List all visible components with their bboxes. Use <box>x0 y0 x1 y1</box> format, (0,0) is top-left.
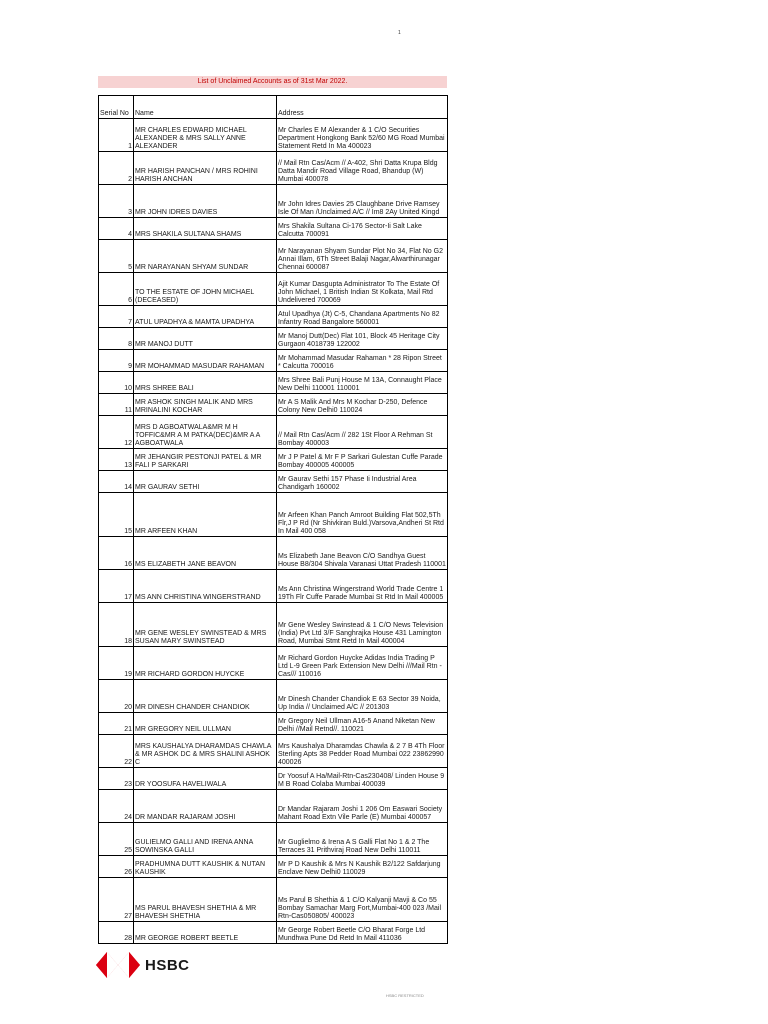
serial-cell: 13 <box>99 449 134 471</box>
table-row <box>99 878 448 922</box>
serial-cell: 2 <box>99 152 134 185</box>
address-cell: Ms Parul B Shethia & 1 C/O Kalyanji Mavji & Co 55 Bombay Samachar Marg Fort,Mumbai-400 023 /Mail Rtn-Cas050805/ 400023 <box>277 878 448 922</box>
address-cell: Mr Charles E M Alexander & 1 C/O Securities Department Hongkong Bank 52/60 MG Road Mumbai Statement Retd In Ma 400023 <box>277 119 448 152</box>
table-row <box>99 537 448 570</box>
name-cell: MR GENE WESLEY SWINSTEAD & MRS SUSAN MARY SWINSTEAD <box>134 603 277 647</box>
table-row <box>99 735 448 768</box>
table-row <box>99 768 448 790</box>
table-row <box>99 394 448 416</box>
serial-cell: 6 <box>99 273 134 306</box>
address-cell: Ms Ann Christina Wingerstrand World Trade Centre 1 19Th Flr Cuffe Parade Mumbai St Rtd In Mail 400005 <box>277 570 448 603</box>
table-row <box>99 185 448 218</box>
serial-cell: 16 <box>99 537 134 570</box>
table-row <box>99 790 448 823</box>
table-row <box>99 570 448 603</box>
serial-cell: 5 <box>99 240 134 273</box>
table-row <box>99 713 448 735</box>
serial-cell: 7 <box>99 306 134 328</box>
serial-cell: 22 <box>99 735 134 768</box>
serial-cell: 26 <box>99 856 134 878</box>
table-row <box>99 449 448 471</box>
name-cell: MR ARFEEN KHAN <box>134 493 277 537</box>
table-row <box>99 328 448 350</box>
address-cell: Mr Mohammad Masudar Rahaman * 28 Ripon Street * Calcutta 700016 <box>277 350 448 372</box>
serial-cell: 4 <box>99 218 134 240</box>
name-cell: MR GREGORY NEIL ULLMAN <box>134 713 277 735</box>
address-cell: Mrs Kaushalya Dharamdas Chawla & 2 7 B 4Th Floor Sterling Apts 38 Pedder Road Mumbai 022 23862990 400026 <box>277 735 448 768</box>
name-cell: MR HARISH PANCHAN / MRS ROHINI HARISH ANCHAN <box>134 152 277 185</box>
address-cell: Mr John Idres Davies 25 Claughbane Drive Ramsey Isle Of Man /Unclaimed A/C // Im8 2Ay United Kingd <box>277 185 448 218</box>
name-cell: MRS D AGBOATWALA&MR M H TOFFIC&MR A M PATKA(DEC)&MR A A AGBOATWALA <box>134 416 277 449</box>
serial-cell: 27 <box>99 878 134 922</box>
serial-cell: 11 <box>99 394 134 416</box>
hsbc-hexagon-icon <box>96 952 140 978</box>
address-cell: Mr Gregory Neil Ullman A16-5 Anand Niketan New Delhi //Mail Retnd//. 110021 <box>277 713 448 735</box>
serial-cell: 10 <box>99 372 134 394</box>
serial-cell: 17 <box>99 570 134 603</box>
name-cell: MR ASHOK SINGH MALIK AND MRS MRINALINI KOCHAR <box>134 394 277 416</box>
address-cell: Dr Mandar Rajaram Joshi 1 206 Om Easwari Society Mahant Road Extn Vile Parle (E) Mumbai 400057 <box>277 790 448 823</box>
address-cell: Mr Guglielmo & Irena A S Galli Flat No 1 & 2 The Terraces 31 Prithviraj Road New Delhi 110011 <box>277 823 448 856</box>
hsbc-logo <box>96 952 190 978</box>
header-name: Name <box>134 96 277 119</box>
name-cell: MR MANOJ DUTT <box>134 328 277 350</box>
serial-cell: 19 <box>99 647 134 680</box>
table-row <box>99 856 448 878</box>
table-row <box>99 647 448 680</box>
header-serial: Serial No <box>99 96 134 119</box>
serial-cell: 21 <box>99 713 134 735</box>
table-row <box>99 306 448 328</box>
address-cell: Mr Arfeen Khan Panch Amroot Building Flat 502,5Th Flr,J P Rd (Nr Shivkiran Buld.)Varsova,Andheri St Rtd In Mail 400 058 <box>277 493 448 537</box>
address-cell: Mr P D Kaushik & Mrs N Kaushik B2/122 Safdarjung Enclave New Delhi0 110029 <box>277 856 448 878</box>
address-cell: Ms Elizabeth Jane Beavon C/O Sandhya Guest House B8/304 Shivala Varanasi Uttat Pradesh 110001 <box>277 537 448 570</box>
name-cell: MR GEORGE ROBERT BEETLE <box>134 922 277 944</box>
table-row <box>99 350 448 372</box>
address-cell: Ajit Kumar Dasgupta Administrator To The Estate Of John Michael, 1 British Indian St Kolkata, Mail Rtd Undelivered 700069 <box>277 273 448 306</box>
table-row <box>99 416 448 449</box>
table-row <box>99 152 448 185</box>
serial-cell: 24 <box>99 790 134 823</box>
name-cell: MRS KAUSHALYA DHARAMDAS CHAWLA & MR ASHOK DC & MRS SHALINI ASHOK C <box>134 735 277 768</box>
serial-cell: 15 <box>99 493 134 537</box>
name-cell: MR MOHAMMAD MASUDAR RAHAMAN <box>134 350 277 372</box>
name-cell: MR GAURAV SETHI <box>134 471 277 493</box>
name-cell: MS PARUL BHAVESH SHETHIA & MR BHAVESH SHETHIA <box>134 878 277 922</box>
table-row <box>99 372 448 394</box>
address-cell: Mr Narayanan Shyam Sundar Plot No 34, Flat No G2 Annai Illam, 6Th Street Balaji Nagar,Alwarthirunagar Chennai 600087 <box>277 240 448 273</box>
serial-cell: 9 <box>99 350 134 372</box>
serial-cell: 1 <box>99 119 134 152</box>
serial-cell: 3 <box>99 185 134 218</box>
address-cell: Mr Manoj Dutt(Dec) Flat 101, Block 45 Heritage City Gurgaon 4018739 122002 <box>277 328 448 350</box>
serial-cell: 14 <box>99 471 134 493</box>
serial-cell: 12 <box>99 416 134 449</box>
table-row <box>99 823 448 856</box>
header-address: Address <box>277 96 448 119</box>
name-cell: MS ELIZABETH JANE BEAVON <box>134 537 277 570</box>
table-header-row <box>99 96 448 119</box>
logo-text: HSBC <box>145 956 190 974</box>
address-cell: Mr A S Malik And Mrs M Kochar D-250, Defence Colony New Delhi0 110024 <box>277 394 448 416</box>
table-row <box>99 922 448 944</box>
name-cell: MR RICHARD GORDON HUYCKE <box>134 647 277 680</box>
name-cell: DR MANDAR RAJARAM JOSHI <box>134 790 277 823</box>
name-cell: MR JOHN IDRES DAVIES <box>134 185 277 218</box>
table-row <box>99 240 448 273</box>
serial-cell: 23 <box>99 768 134 790</box>
table-row <box>99 119 448 152</box>
name-cell: MR JEHANGIR PESTONJI PATEL & MR FALI P SARKARI <box>134 449 277 471</box>
name-cell: TO THE ESTATE OF JOHN MICHAEL (DECEASED) <box>134 273 277 306</box>
name-cell: DR YOOSUFA HAVELIWALA <box>134 768 277 790</box>
name-cell: PRADHUMNA DUTT KAUSHIK & NUTAN KAUSHIK <box>134 856 277 878</box>
serial-cell: 28 <box>99 922 134 944</box>
serial-cell: 18 <box>99 603 134 647</box>
name-cell: MR NARAYANAN SHYAM SUNDAR <box>134 240 277 273</box>
page-number: 1 <box>398 30 401 36</box>
address-cell: Atul Upadhya (Jt) C-5, Chandana Apartments No 82 Infantry Road Bangalore 560001 <box>277 306 448 328</box>
classification-label: HSBC RESTRICTED <box>386 993 424 998</box>
address-cell: // Mail Rtn Cas/Acm // 282 1St Floor A Rehman St Bombay 400003 <box>277 416 448 449</box>
unclaimed-accounts-table <box>98 95 448 944</box>
name-cell: MR DINESH CHANDER CHANDIOK <box>134 680 277 713</box>
serial-cell: 20 <box>99 680 134 713</box>
table-row <box>99 680 448 713</box>
document-title: List of Unclaimed Accounts as of 31st Mar 2022. <box>98 76 447 88</box>
address-cell: Mrs Shakila Sultana Ci-176 Sector-Ii Salt Lake Calcutta 700091 <box>277 218 448 240</box>
address-cell: Mrs Shree Bali Punj House M 13A, Connaught Place New Delhi 110001 110001 <box>277 372 448 394</box>
name-cell: MRS SHREE BALI <box>134 372 277 394</box>
address-cell: Mr Gene Wesley Swinstead & 1 C/O News Television (India) Pvt Ltd 3/F Sanghrajka House 431 Lamington Road, Mumbai Stmt Retd In Mail 400004 <box>277 603 448 647</box>
name-cell: ATUL UPADHYA & MAMTA UPADHYA <box>134 306 277 328</box>
address-cell: // Mail Rtn Cas/Acm // A-402, Shri Datta Krupa Bldg Datta Mandir Road Village Road, Bhandup (W) Mumbai 400078 <box>277 152 448 185</box>
table-row <box>99 273 448 306</box>
serial-cell: 8 <box>99 328 134 350</box>
table-row <box>99 471 448 493</box>
address-cell: Dr Yoosuf A Ha/Mail-Rtn-Cas230408/ Linden House 9 M B Road Colaba Mumbai 400039 <box>277 768 448 790</box>
address-cell: Mr George Robert Beetle C/O Bharat Forge Ltd Mundhwa Pune Dd Retd In Mail 411036 <box>277 922 448 944</box>
address-cell: Mr Richard Gordon Huycke Adidas India Trading P Ltd L-9 Green Park Extension New Delhi ///Mail Rtn - Cas/// 110016 <box>277 647 448 680</box>
address-cell: Mr Dinesh Chander Chandiok E 63 Sector 39 Noida, Up India // Unclaimed A/C // 201303 <box>277 680 448 713</box>
name-cell: MS ANN CHRISTINA WINGERSTRAND <box>134 570 277 603</box>
table-row <box>99 603 448 647</box>
address-cell: Mr Gaurav Sethi 157 Phase Ii Industrial Area Chandigarh 160002 <box>277 471 448 493</box>
table-row <box>99 218 448 240</box>
serial-cell: 25 <box>99 823 134 856</box>
name-cell: MR CHARLES EDWARD MICHAEL ALEXANDER & MRS SALLY ANNE ALEXANDER <box>134 119 277 152</box>
name-cell: MRS SHAKILA SULTANA SHAMS <box>134 218 277 240</box>
table-row <box>99 493 448 537</box>
address-cell: Mr J P Patel & Mr F P Sarkari Gulestan Cuffe Parade Bombay 400005 400005 <box>277 449 448 471</box>
name-cell: GULIELMO GALLI AND IRENA ANNA SOWINSKA GALLI <box>134 823 277 856</box>
